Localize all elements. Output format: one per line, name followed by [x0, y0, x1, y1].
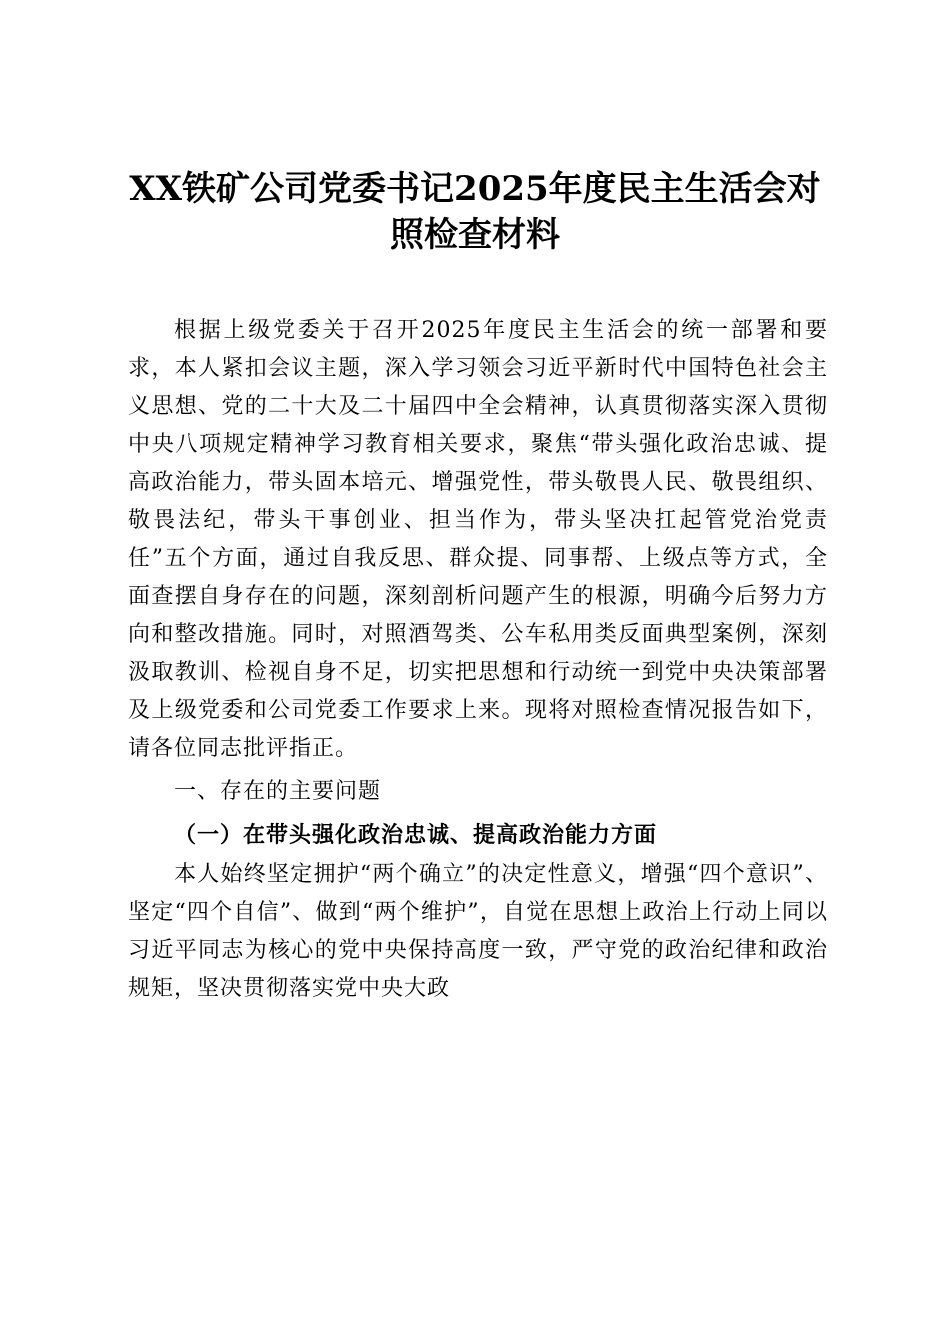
subsection-paragraph-political-loyalty: 本人始终坚定拥护“两个确立”的决定性意义，增强“四个意识”、坚定“四个自信”、做到“两个维护”，自觉在思想上政治上行动上同以习近平同志为核心的党中央保持高度一致，严守党的政治纪律和政治规矩，坚决贯彻落实党中央大政 [128, 862, 828, 1001]
intro-paragraph: 根据上级党委关于召开2025年度民主生活会的统一部署和要求，本人紧扣会议主题，深入学习领会习近平新时代中国特色社会主义思想、党的二十大及二十届四中全会精神，认真贯彻落实深入贯彻中央八项规定精神学习教育相关要求，聚焦“带头强化政治忠诚、提高政治能力，带头固本培元、增强党性，带头敬畏人民、敬畏组织、敬畏法纪，带头干事创业、担当作为，带头坚决扛起管党治党责任”五个方面，通过自我反思、群众提、同事帮、上级点等方式，全面查摆自身存在的问题，深刻剖析问题产生的根源，明确今后努力方向和整改措施。同时，对照酒驾类、公车私用类反面典型案例，深刻汲取教训、检视自身不足，切实把思想和行动统一到党中央决策部署及上级党委和公司党委工作要求上来。现将对照检查情况报告如下，请各位同志批评指正。 [128, 318, 828, 761]
section-heading-problems: 一、存在的主要问题 [174, 779, 382, 804]
document-body [128, 312, 828, 1008]
document-title-line-1: XX铁矿公司党委书记2025年度民主生活会对 [129, 169, 821, 209]
document-title-line-2: 照检查材料 [390, 215, 560, 255]
document-title [110, 166, 840, 258]
subsection-heading-political-loyalty: （一）在带头强化政治忠诚、提高政治能力方面 [174, 822, 658, 848]
